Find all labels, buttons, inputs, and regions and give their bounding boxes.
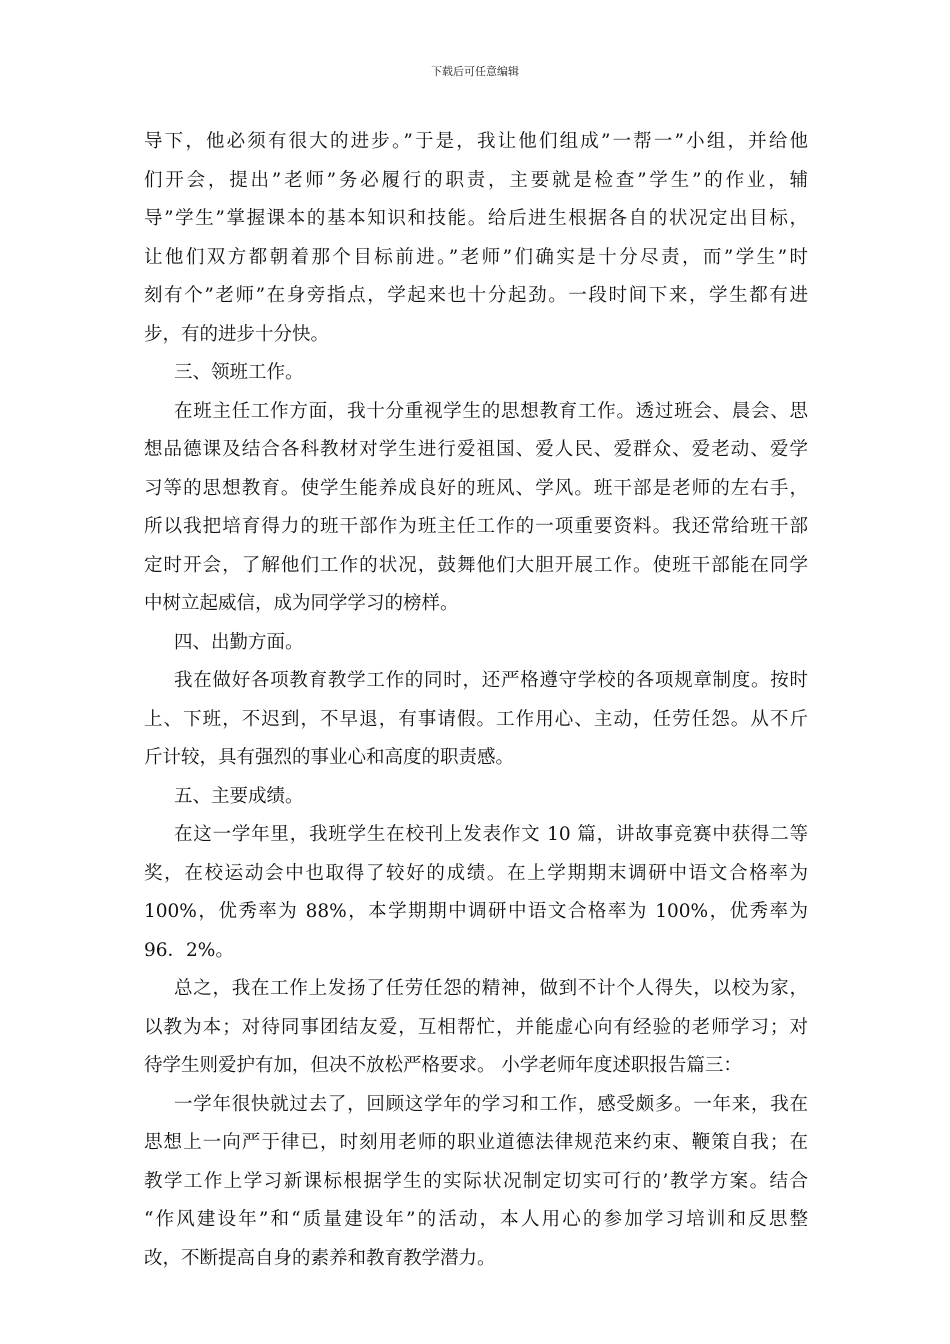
text-line: 中树立起威信，成为同学学习的榜样。 bbox=[144, 593, 459, 614]
page-header: 下载后可任意编辑 bbox=[431, 65, 519, 78]
text-line: 在这一学年里，我班学生在校刊上发表作文 10 篇，讲故事竞赛中获得二等 bbox=[174, 824, 808, 845]
text-line: 上、下班，不迟到，不早退，有事请假。工作用心、主动，任劳任怨。从不斤 bbox=[144, 708, 808, 730]
text-line: 所以我把培育得力的班干部作为班主任工作的一项重要资料。我还常给班干部 bbox=[144, 516, 808, 537]
text-line: 三、领班工作。 bbox=[174, 362, 304, 383]
text-line: 待学生则爱护有加，但决不放松严格要求。 小学老师年度述职报告篇三： bbox=[144, 1055, 742, 1076]
text-line: 思想上一向严于律已，时刻用老师的职业道德法律规范来约束、鞭策自我；在 bbox=[144, 1132, 808, 1153]
text-line: 让他们双方都朝着那个目标前进。”老师”们确实是十分尽责，而”学生”时 bbox=[144, 246, 808, 268]
text-line: 改，不断提高自身的素养和教育教学潜力。 bbox=[144, 1247, 496, 1269]
text-line: 们开会，提出”老师”务必履行的职责，主要就是检查”学生”的作业，辅 bbox=[144, 169, 808, 191]
text-line: 斤计较，具有强烈的事业心和高度的职责感。 bbox=[144, 747, 515, 768]
text-line: 教学工作上学习新课标根据学生的实际状况制定切实可行的’教学方案。结合 bbox=[144, 1170, 808, 1192]
text-line: 导”学生”掌握课本的基本知识和技能。给后进生根据各自的状况定出目标， bbox=[144, 208, 808, 229]
text-line: 刻有个”老师”在身旁指点，学起来也十分起劲。一段时间下来，学生都有进 bbox=[144, 285, 808, 306]
text-line: 想品德课及结合各科教材对学生进行爱祖国、爱人民、爱群众、爱老动、爱学 bbox=[144, 439, 808, 460]
text-line: 96．2%。 bbox=[144, 939, 234, 961]
document-body bbox=[144, 123, 808, 1278]
text-line: 在班主任工作方面，我十分重视学生的思想教育工作。透过班会、晨会、思 bbox=[174, 400, 808, 422]
text-line: 奖，在校运动会中也取得了较好的成绩。在上学期期末调研中语文合格率为 bbox=[144, 862, 808, 884]
text-line: 五、主要成绩。 bbox=[174, 785, 304, 807]
text-line: 总之，我在工作上发扬了任劳任怨的精神，做到不计个人得失，以校为家， bbox=[174, 978, 808, 999]
text-line: 以教为本；对待同事团结友爱，互相帮忙，并能虚心向有经验的老师学习；对 bbox=[144, 1016, 808, 1038]
text-line: 定时开会，了解他们工作的状况，鼓舞他们大胆开展工作。使班干部能在同学 bbox=[144, 554, 808, 576]
text-line: 四、出勤方面。 bbox=[174, 631, 304, 653]
text-line: 导下，他必须有很大的进步。”于是，我让他们组成”一帮一”小组，并给他 bbox=[144, 131, 808, 152]
text-line: 我在做好各项教育教学工作的同时，还严格遵守学校的各项规章制度。按时 bbox=[174, 670, 808, 691]
text-line: “作风建设年”和“质量建设年”的活动，本人用心的参加学习培训和反思整 bbox=[144, 1209, 808, 1230]
text-line: 100%，优秀率为 88%，本学期期中调研中语文合格率为 100%，优秀率为 bbox=[144, 901, 808, 922]
text-line: 步，有的进步十分快。 bbox=[144, 323, 330, 345]
text-line: 习等的思想教育。使学生能养成良好的班风、学风。班干部是老师的左右手， bbox=[144, 477, 808, 499]
text-line: 一学年很快就过去了，回顾这学年的学习和工作，感受颇多。一年来，我在 bbox=[174, 1093, 808, 1115]
